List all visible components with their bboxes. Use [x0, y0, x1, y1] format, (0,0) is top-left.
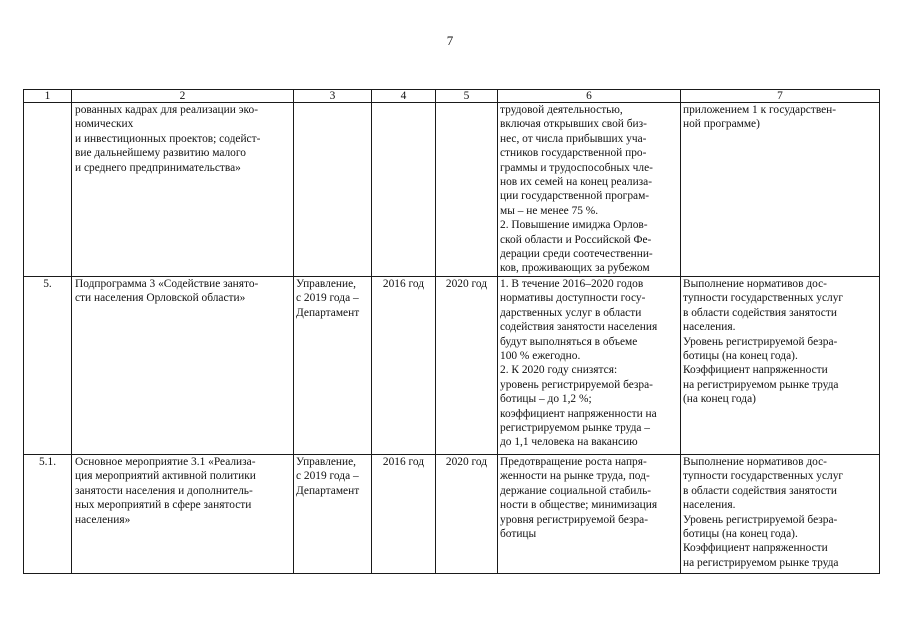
indicator-line: Уровень регистрируемой безра-: [683, 335, 838, 348]
indicator-line: приложением 1 к государствен-: [683, 104, 837, 116]
name-line: ция мероприятий активной политики: [75, 470, 256, 483]
result-line: включая открывших свой биз-: [500, 118, 647, 131]
end-year-cell: 2020 год: [436, 276, 498, 454]
header-cell: 2: [72, 90, 294, 103]
result-line: 2. Повышение имиджа Орлов-: [500, 219, 648, 232]
indicator-line: на регистрируемом рынке труда: [683, 378, 839, 391]
indicator-line: в области содействия занятости: [683, 484, 837, 497]
header-cell: 7: [681, 90, 880, 103]
row-number-cell: [24, 103, 72, 277]
indicator-line: Уровень регистрируемой безра-: [683, 513, 838, 526]
result-cell: [498, 103, 681, 277]
name-line: Подпрограмма 3 «Содействие занято-: [75, 277, 259, 290]
start-year-cell: 2016 год: [372, 454, 436, 573]
result-line: стников государственной про-: [500, 147, 647, 160]
result-line: дерации среди соотечественни-: [500, 248, 653, 261]
name-cell: [72, 103, 294, 277]
result-line: ции государственной програм-: [500, 190, 650, 203]
result-line: уровня регистрируемой безра-: [500, 513, 649, 526]
table-row: [24, 454, 880, 573]
row-number-cell: 5.1.: [24, 454, 72, 573]
result-line: ской области и Российской Фе-: [500, 233, 652, 246]
executor-line: Управление,: [296, 277, 356, 290]
name-line: занятости населения и дополнитель-: [75, 484, 253, 497]
indicator-cell: [681, 454, 880, 573]
indicator-line: Коэффициент напряженности: [683, 542, 828, 555]
page-number: 7: [446, 33, 454, 48]
indicator-line: тупности государственных услуг: [683, 292, 844, 305]
name-line: населения»: [75, 513, 131, 526]
result-line: регистрируемом рынке труда –: [500, 421, 651, 434]
name-line: рованных кадрах для реализации эко-: [75, 104, 258, 116]
result-line: ботицы – до 1,2 %;: [500, 393, 592, 406]
header-cell: 6: [498, 90, 681, 103]
indicator-line: ной программе): [683, 118, 760, 131]
result-cell: [498, 454, 681, 573]
name-line: ных мероприятий в сфере занятости: [75, 499, 252, 512]
result-line: 1. В течение 2016–2020 годов: [500, 277, 644, 290]
header-cell: 4: [372, 90, 436, 103]
name-line: сти населения Орловской области»: [75, 292, 246, 305]
result-line: 100 % ежегодно.: [500, 349, 581, 362]
name-line: Основное мероприятие 3.1 «Реализа-: [75, 455, 256, 468]
executor-cell: [294, 103, 372, 277]
result-line: 2. К 2020 году снизятся:: [500, 364, 618, 377]
executor-cell: [294, 454, 372, 573]
name-line: и среднего предпринимательства»: [75, 161, 241, 174]
name-cell: [72, 276, 294, 454]
header-cell: 1: [24, 90, 72, 103]
start-year-cell: [372, 103, 436, 277]
result-line: уровень регистрируемой безра-: [500, 378, 653, 391]
indicator-line: Выполнение нормативов дос-: [683, 455, 827, 468]
name-cell: [72, 454, 294, 573]
executor-line: Департамент: [296, 484, 360, 497]
result-line: до 1,1 человека на вакансию: [500, 436, 638, 449]
executor-line: Департамент: [296, 306, 360, 319]
indicator-line: в области содействия занятости: [683, 306, 837, 319]
indicator-line: ботицы (на конец года).: [683, 527, 798, 540]
indicator-cell: [681, 103, 880, 277]
result-line: ности в обществе; минимизация: [500, 499, 658, 512]
result-line: женности на рынке труда, под-: [500, 470, 650, 483]
result-line: трудовой деятельностью,: [500, 104, 623, 116]
header-cell: 5: [436, 90, 498, 103]
result-line: будут выполняться в объеме: [500, 335, 638, 348]
start-year-cell: 2016 год: [372, 276, 436, 454]
program-table: [23, 89, 880, 574]
result-line: дарственных услуг в области: [500, 306, 642, 319]
result-line: граммы и трудоспособных чле-: [500, 161, 653, 174]
table-row: [24, 276, 880, 454]
header-cell: 3: [294, 90, 372, 103]
row-number-cell: 5.: [24, 276, 72, 454]
result-line: ботицы: [500, 527, 537, 540]
result-line: Предотвращение роста напря-: [500, 455, 647, 468]
result-line: коэффициент напряженности на: [500, 407, 657, 420]
executor-line: Управление,: [296, 455, 356, 468]
result-line: мы – не менее 75 %.: [500, 204, 599, 217]
result-cell: [498, 276, 681, 454]
name-line: номических: [75, 118, 134, 131]
result-line: держание социальной стабиль-: [500, 484, 652, 497]
executor-line: с 2019 года –: [296, 470, 359, 483]
table-row: [24, 103, 880, 277]
indicator-line: ботицы (на конец года).: [683, 349, 798, 362]
indicator-line: (на конец года): [683, 393, 756, 406]
indicator-line: населения.: [683, 499, 736, 512]
end-year-cell: [436, 103, 498, 277]
result-line: содействия занятости населения: [500, 321, 658, 334]
executor-line: с 2019 года –: [296, 292, 359, 305]
indicator-cell: [681, 276, 880, 454]
name-line: и инвестиционных проектов; содейст-: [75, 132, 261, 145]
indicator-line: тупности государственных услуг: [683, 470, 844, 483]
result-line: нес, от числа прибывших уча-: [500, 132, 647, 145]
executor-cell: [294, 276, 372, 454]
name-line: вие дальнейшему развитию малого: [75, 147, 246, 160]
end-year-cell: 2020 год: [436, 454, 498, 573]
indicator-line: на регистрируемом рынке труда: [683, 556, 839, 569]
indicator-line: Выполнение нормативов дос-: [683, 277, 827, 290]
indicator-line: населения.: [683, 321, 736, 334]
header-row: [24, 90, 880, 103]
result-line: нов их семей на конец реализа-: [500, 176, 653, 189]
result-line: нормативы доступности госу-: [500, 292, 646, 305]
indicator-line: Коэффициент напряженности: [683, 364, 828, 377]
result-line: ков, проживающих за рубежом: [500, 262, 650, 275]
